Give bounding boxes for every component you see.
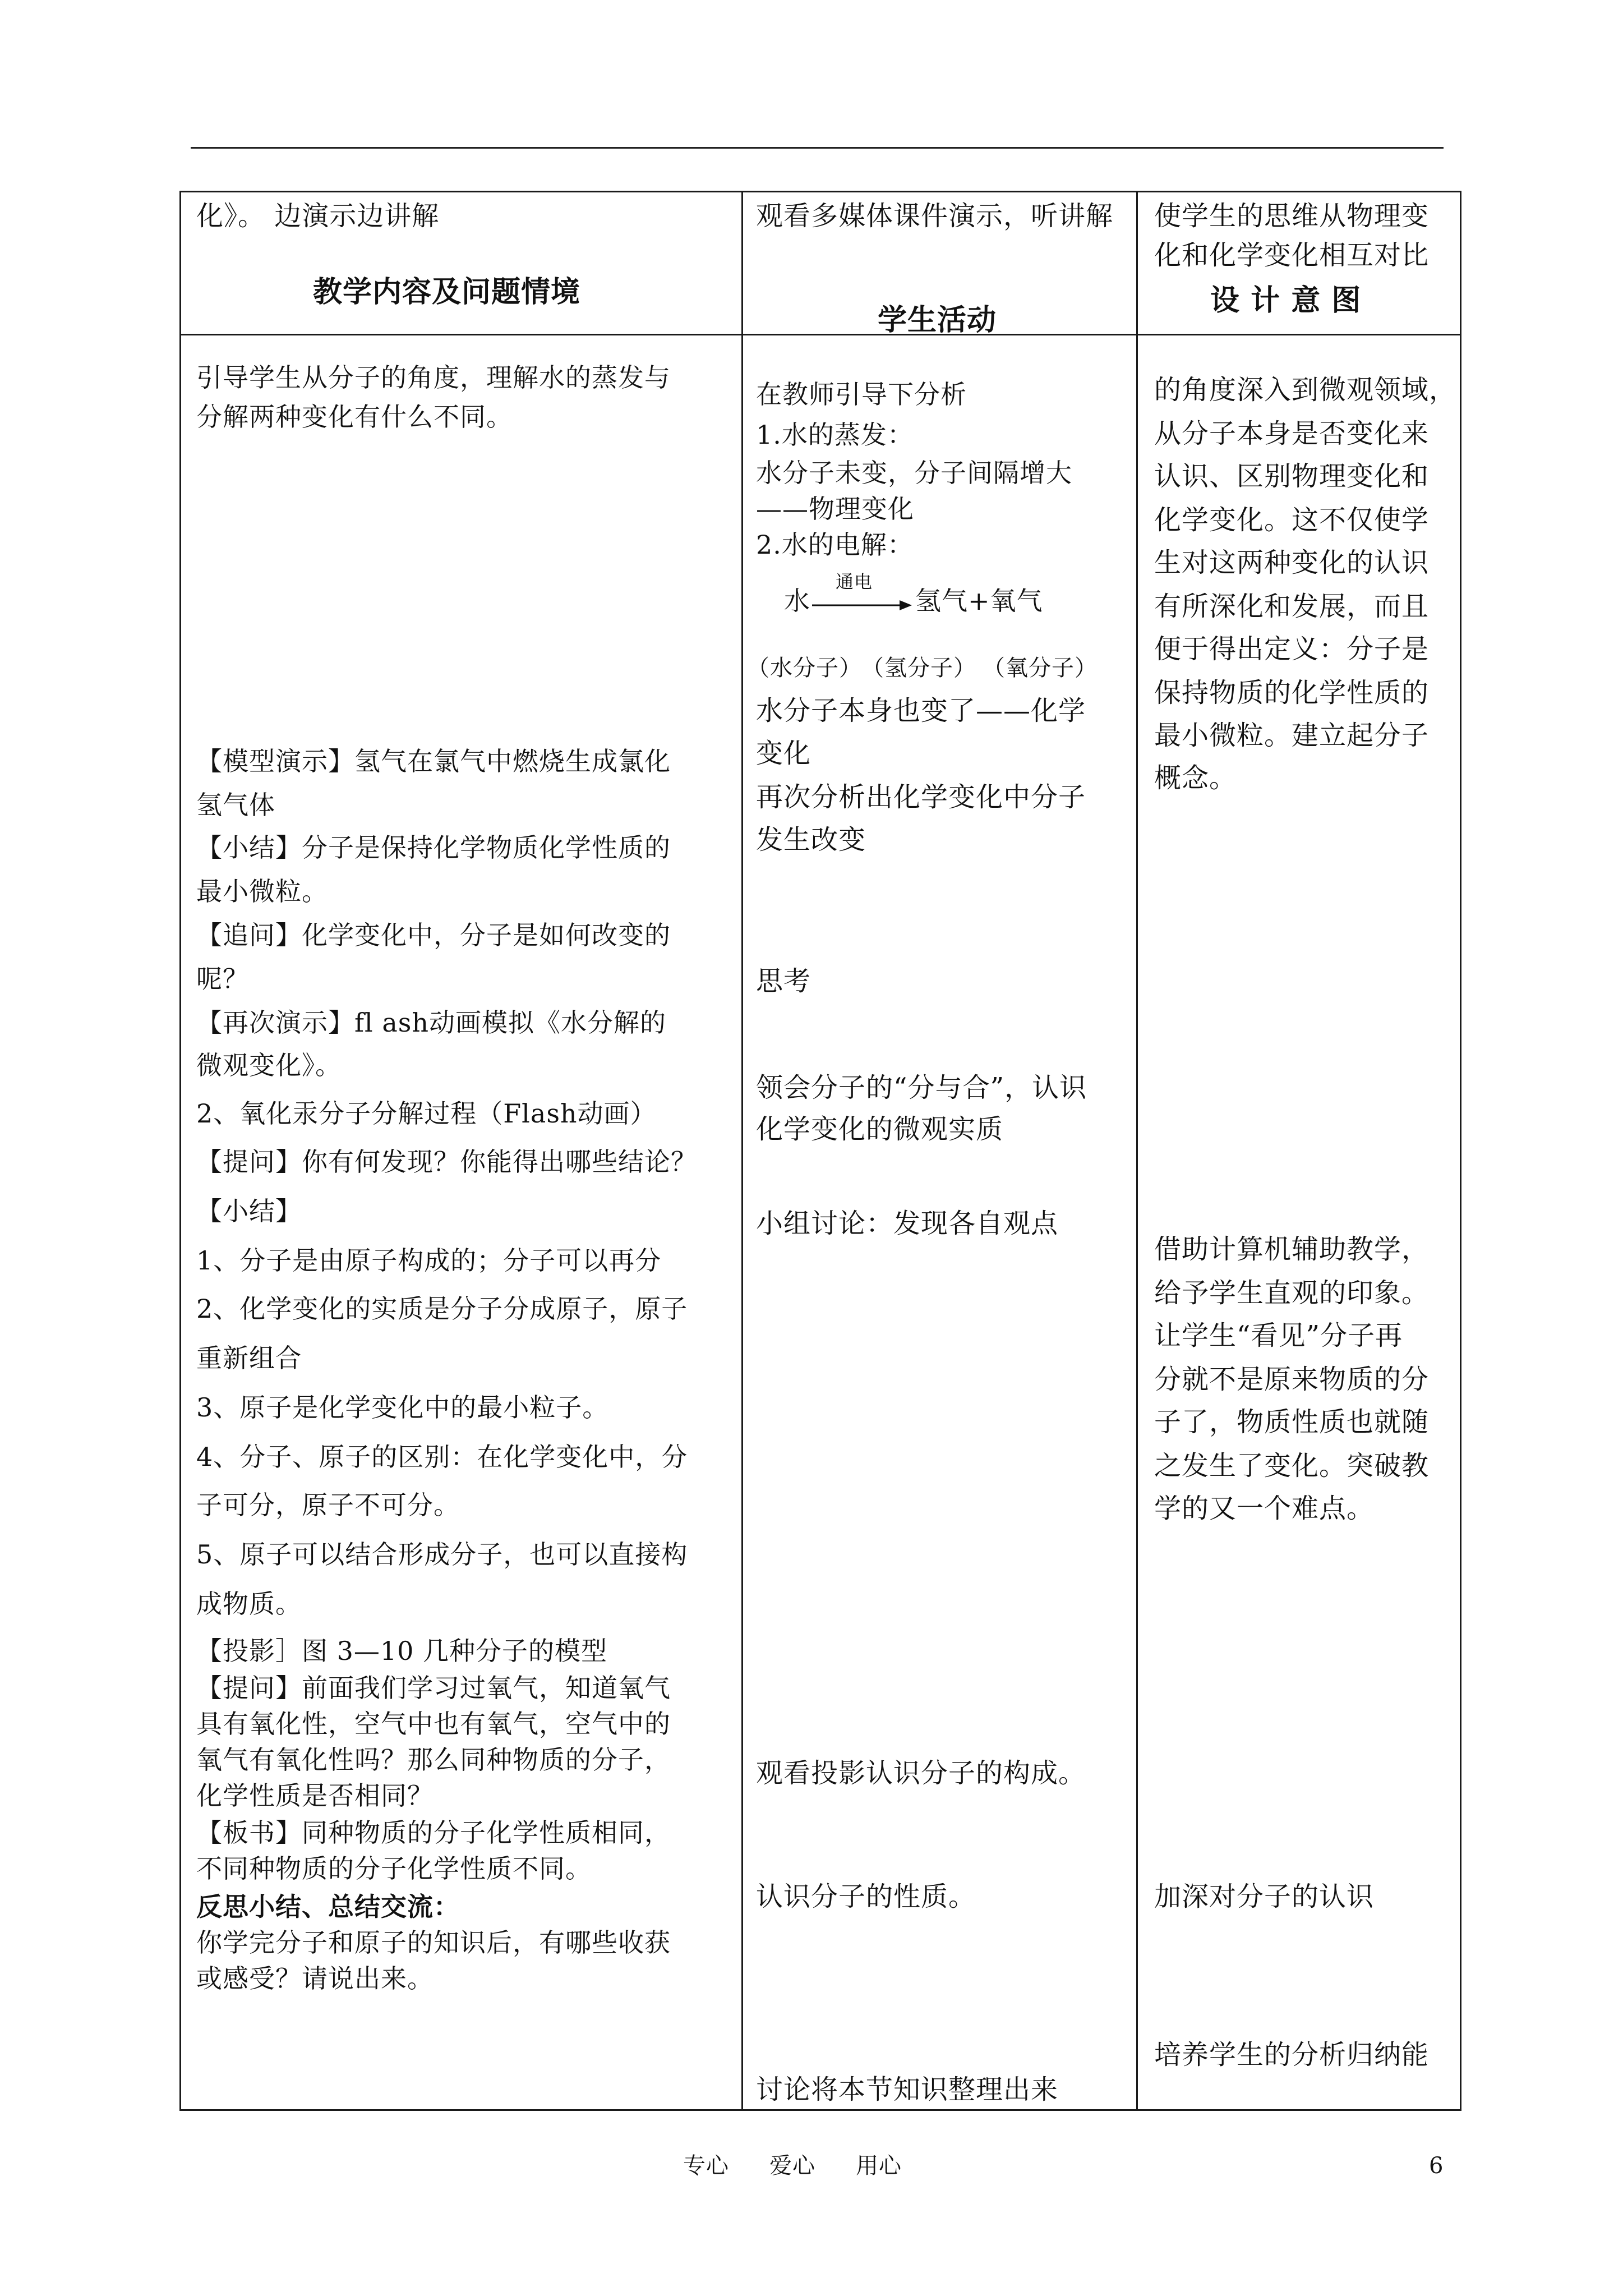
equation-products: 氢气+氧气 <box>915 586 1043 616</box>
content-line: 1、分子是由原子构成的；分子可以再分 <box>196 1245 662 1276</box>
activity-line: 水分子未变，分子间隔增大 <box>756 458 1072 488</box>
equation-label-oxygen: （氧分子） <box>983 655 1098 681</box>
content-line: 成物质。 <box>196 1589 302 1619</box>
column-header-teaching-content: 教学内容及问题情境 <box>313 275 581 309</box>
content-line: 3、原子是化学变化中的最小粒子。 <box>196 1392 609 1423</box>
content-line: 氢气体 <box>196 790 275 820</box>
content-line: 2、化学变化的实质是分子分成原子，原子 <box>196 1294 688 1324</box>
activity-line: 变化 <box>756 738 811 769</box>
intent-line: 生对这两种变化的认识 <box>1154 547 1430 578</box>
equation-condition: 通电 <box>836 571 873 592</box>
equation-label-water: （水分子） <box>747 655 862 681</box>
content-line: 化学性质是否相同？ <box>196 1780 434 1811</box>
intent-line: 加深对分子的认识 <box>1154 1881 1375 1912</box>
content-line: 最小微粒。 <box>196 876 328 907</box>
content-line: 【再次演示】fl ash动画模拟《水分解的 <box>196 1007 667 1038</box>
footer-motto-focus: 专心 <box>683 2153 729 2179</box>
content-line: 5、原子可以结合形成分子，也可以直接构 <box>196 1539 688 1570</box>
content-line: 4、分子、原子的区别：在化学变化中，分 <box>196 1442 688 1472</box>
intent-line: 子了，物质性质也就随 <box>1154 1406 1430 1438</box>
column-header-student-activity: 学生活动 <box>878 303 997 337</box>
activity-line: 小组讨论：发现各自观点 <box>756 1208 1059 1239</box>
table-right-border <box>1460 191 1461 2111</box>
intent-line: 保持物质的化学性质的 <box>1154 677 1430 708</box>
content-line: 【追问】化学变化中，分子是如何改变的 <box>196 920 671 950</box>
intent-line: 便于得出定义：分子是 <box>1154 633 1430 665</box>
carry-over-text-col2: 观看多媒体课件演示，听讲解 <box>756 200 1114 232</box>
page-number: 6 <box>1429 2153 1444 2179</box>
activity-line: 水分子本身也变了——化学 <box>756 695 1086 726</box>
activity-line: 领会分子的“分与合”，认识 <box>756 1072 1087 1103</box>
activity-line: 认识分子的性质。 <box>756 1881 976 1912</box>
content-line: 微观变化》。 <box>196 1050 342 1080</box>
content-line: 分解两种变化有什么不同。 <box>196 402 513 432</box>
content-line: 【板书】同种物质的分子化学性质相同， <box>196 1818 671 1848</box>
content-line: 具有氧化性，空气中也有氧气，空气中的 <box>196 1709 671 1739</box>
activity-line: 再次分析出化学变化中分子 <box>756 781 1086 813</box>
carry-over-text-col1: 化》。 边演示边讲解 <box>196 200 440 232</box>
activity-line: 发生改变 <box>756 824 866 855</box>
intent-line: 给予学生直观的印象。 <box>1154 1277 1430 1309</box>
footer-motto-care: 用心 <box>856 2153 902 2179</box>
content-line: 你学完分子和原子的知识后，有哪些收获 <box>196 1927 671 1958</box>
activity-line: 化学变化的微观实质 <box>756 1114 1004 1145</box>
intent-line: 之发生了变化。突破教 <box>1154 1450 1430 1481</box>
activity-line: 2.水的电解： <box>756 530 914 560</box>
activity-line: 思考 <box>756 965 811 997</box>
footer-motto-love: 爱心 <box>769 2153 815 2179</box>
activity-line: 观看投影认识分子的构成。 <box>756 1757 1086 1789</box>
intent-line: 培养学生的分析归纳能 <box>1154 2039 1430 2070</box>
column-header-design-intent: 设 计 意 图 <box>1210 283 1362 318</box>
activity-line: 1.水的蒸发： <box>756 420 914 450</box>
table-top-border <box>179 191 1461 192</box>
content-line: 【提问】前面我们学习过氧气，知道氧气 <box>196 1673 671 1703</box>
intent-line: 认识、区别物理变化和 <box>1154 461 1430 492</box>
intent-line: 概念。 <box>1154 762 1237 794</box>
activity-line: 在教师引导下分析 <box>756 379 967 409</box>
column-divider-1 <box>741 191 743 2111</box>
activity-line: 讨论将本节知识整理出来 <box>756 2074 1059 2105</box>
intent-line: 借助计算机辅助教学， <box>1154 1234 1430 1265</box>
intent-line: 学的又一个难点。 <box>1154 1493 1375 1524</box>
intent-line: 有所深化和发展，而且 <box>1154 591 1430 622</box>
intent-line: 的角度深入到微观领域， <box>1154 374 1457 406</box>
equation-reactant: 水 <box>784 586 810 616</box>
table-left-border <box>179 191 181 2111</box>
content-line: 【投影］图 3—10 几种分子的模型 <box>196 1636 608 1666</box>
intent-line: 让学生“看见”分子再 <box>1154 1320 1403 1351</box>
content-line: 呢？ <box>196 964 249 994</box>
header-rule <box>191 147 1444 149</box>
content-line: 子可分，原子不可分。 <box>196 1490 460 1520</box>
content-line: 【模型演示】氢气在氯气中燃烧生成氯化 <box>196 746 671 776</box>
intent-line: 从分子本身是否变化来 <box>1154 418 1430 449</box>
equation-label-hydrogen: （氢分子） <box>861 655 976 681</box>
content-line: 【提问】你有何发现？你能得出哪些结论？ <box>196 1147 697 1177</box>
table-bottom-border <box>179 2109 1461 2111</box>
carry-over-text-col3-line2: 化和化学变化相互对比 <box>1154 240 1430 271</box>
reflection-heading: 反思小结、总结交流： <box>196 1892 460 1922</box>
content-line: 引导学生从分子的角度，理解水的蒸发与 <box>196 362 671 393</box>
intent-line: 分就不是原来物质的分 <box>1154 1364 1430 1395</box>
activity-line: ——物理变化 <box>756 494 914 524</box>
content-line: 2、氧化汞分子分解过程（Flash动画） <box>196 1098 657 1129</box>
reaction-arrow-icon <box>812 598 913 613</box>
intent-line: 最小微粒。建立起分子 <box>1154 720 1430 751</box>
column-divider-2 <box>1136 191 1138 2111</box>
carry-over-text-col3-line1: 使学生的思维从物理变 <box>1154 200 1430 232</box>
content-line: 氧气有氧化性吗？那么同种物质的分子， <box>196 1745 671 1775</box>
content-line: 【小结】分子是保持化学物质化学性质的 <box>196 832 671 863</box>
content-line: 不同种物质的分子化学性质不同。 <box>196 1853 592 1884</box>
content-line: 重新组合 <box>196 1343 302 1373</box>
table-header-divider <box>179 334 1461 335</box>
content-line: 或感受？请说出来。 <box>196 1963 434 1994</box>
content-line: 【小结】 <box>196 1196 302 1226</box>
intent-line: 化学变化。这不仅使学 <box>1154 504 1430 536</box>
